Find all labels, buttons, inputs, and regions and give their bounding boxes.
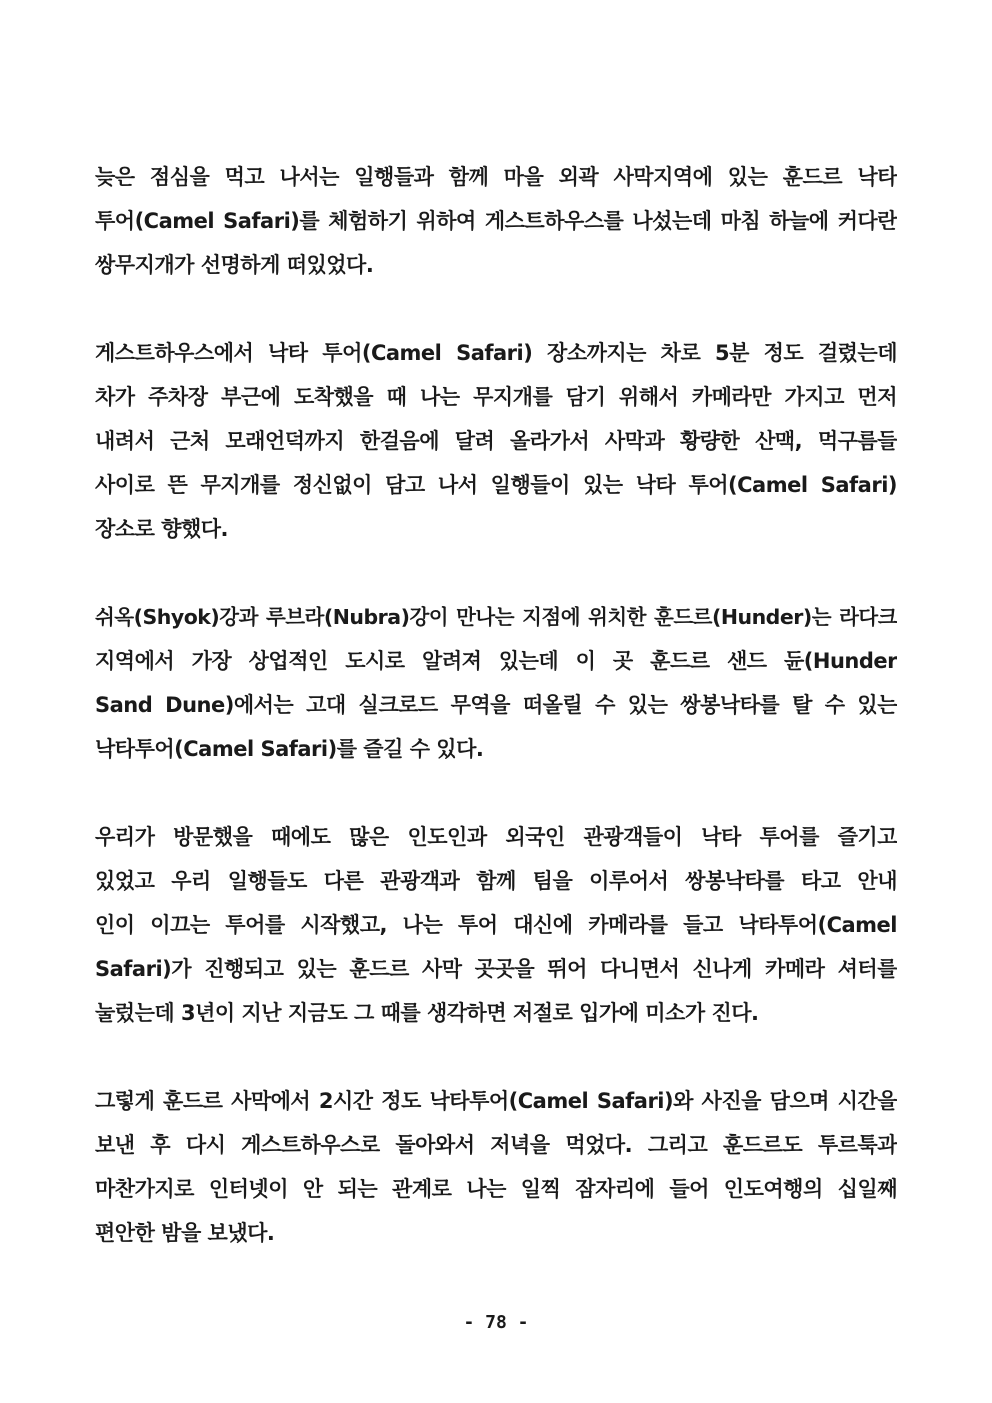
text-line: 우리가 방문했을 때에도 많은 인도인과 외국인 관광객들이 낙타 투어를 즐기고 <box>95 825 897 849</box>
text-line: 투어(Camel Safari)를 체험하기 위하여 게스트하우스를 나섰는데 마침 하늘에 커다란 <box>95 209 897 233</box>
paragraph-1 <box>95 155 897 287</box>
text-line: 보낸 후 다시 게스트하우스로 돌아와서 저녁을 먹었다. 그리고 훈드르도 투르툭과 <box>95 1133 897 1157</box>
text-line: 지역에서 가장 상업적인 도시로 알려져 있는데 이 곳 훈드르 샌드 듄(Hunder <box>95 649 897 673</box>
text-line: 편안한 밤을 보냈다. <box>95 1221 275 1245</box>
text-line: 게스트하우스에서 낙타 투어(Camel Safari) 장소까지는 차로 5분 정도 걸렸는데 <box>95 341 897 365</box>
text-line: 사이로 뜬 무지개를 정신없이 담고 나서 일행들이 있는 낙타 투어(Camel Safari) <box>95 473 897 497</box>
paragraph-5 <box>95 1079 897 1255</box>
paragraph-4 <box>95 815 897 1035</box>
text-line: 있었고 우리 일행들도 다른 관광객과 함께 팀을 이루어서 쌍봉낙타를 타고 안내 <box>95 869 897 893</box>
text-line: 내려서 근처 모래언덕까지 한걸음에 달려 올라가서 사막과 황량한 산맥, 먹구름들 <box>95 429 897 453</box>
text-line: 낙타투어(Camel Safari)를 즐길 수 있다. <box>95 737 484 761</box>
text-line: 쉬옥(Shyok)강과 루브라(Nubra)강이 만나는 지점에 위치한 훈드르(Hunder)는 라다크 <box>95 605 897 629</box>
text-line: 눌렀는데 3년이 지난 지금도 그 때를 생각하면 저절로 입가에 미소가 진다. <box>95 1001 759 1025</box>
text-line: 장소로 향했다. <box>95 517 229 541</box>
text-line: Sand Dune)에서는 고대 실크로드 무역을 떠올릴 수 있는 쌍봉낙타를 탈 수 있는 <box>95 693 897 717</box>
body-text <box>95 155 897 1299</box>
text-line: Safari)가 진행되고 있는 훈드르 사막 곳곳을 뛰어 다니면서 신나게 카메라 셔터를 <box>95 957 897 981</box>
paragraph-3 <box>95 595 897 771</box>
paragraph-2 <box>95 331 897 551</box>
page-number: - 78 - <box>463 1312 529 1333</box>
text-line: 늦은 점심을 먹고 나서는 일행들과 함께 마을 외곽 사막지역에 있는 훈드르 낙타 <box>95 165 897 189</box>
text-line: 그렇게 훈드르 사막에서 2시간 정도 낙타투어(Camel Safari)와 사진을 담으며 시간을 <box>95 1089 897 1113</box>
text-line: 차가 주차장 부근에 도착했을 때 나는 무지개를 담기 위해서 카메라만 가지고 먼저 <box>95 385 897 409</box>
text-line: 마찬가지로 인터넷이 안 되는 관계로 나는 일찍 잠자리에 들어 인도여행의 십일째 <box>95 1177 897 1201</box>
text-line: 쌍무지개가 선명하게 떠있었다. <box>95 253 374 277</box>
text-line: 인이 이끄는 투어를 시작했고, 나는 투어 대신에 카메라를 들고 낙타투어(Camel <box>95 913 897 937</box>
